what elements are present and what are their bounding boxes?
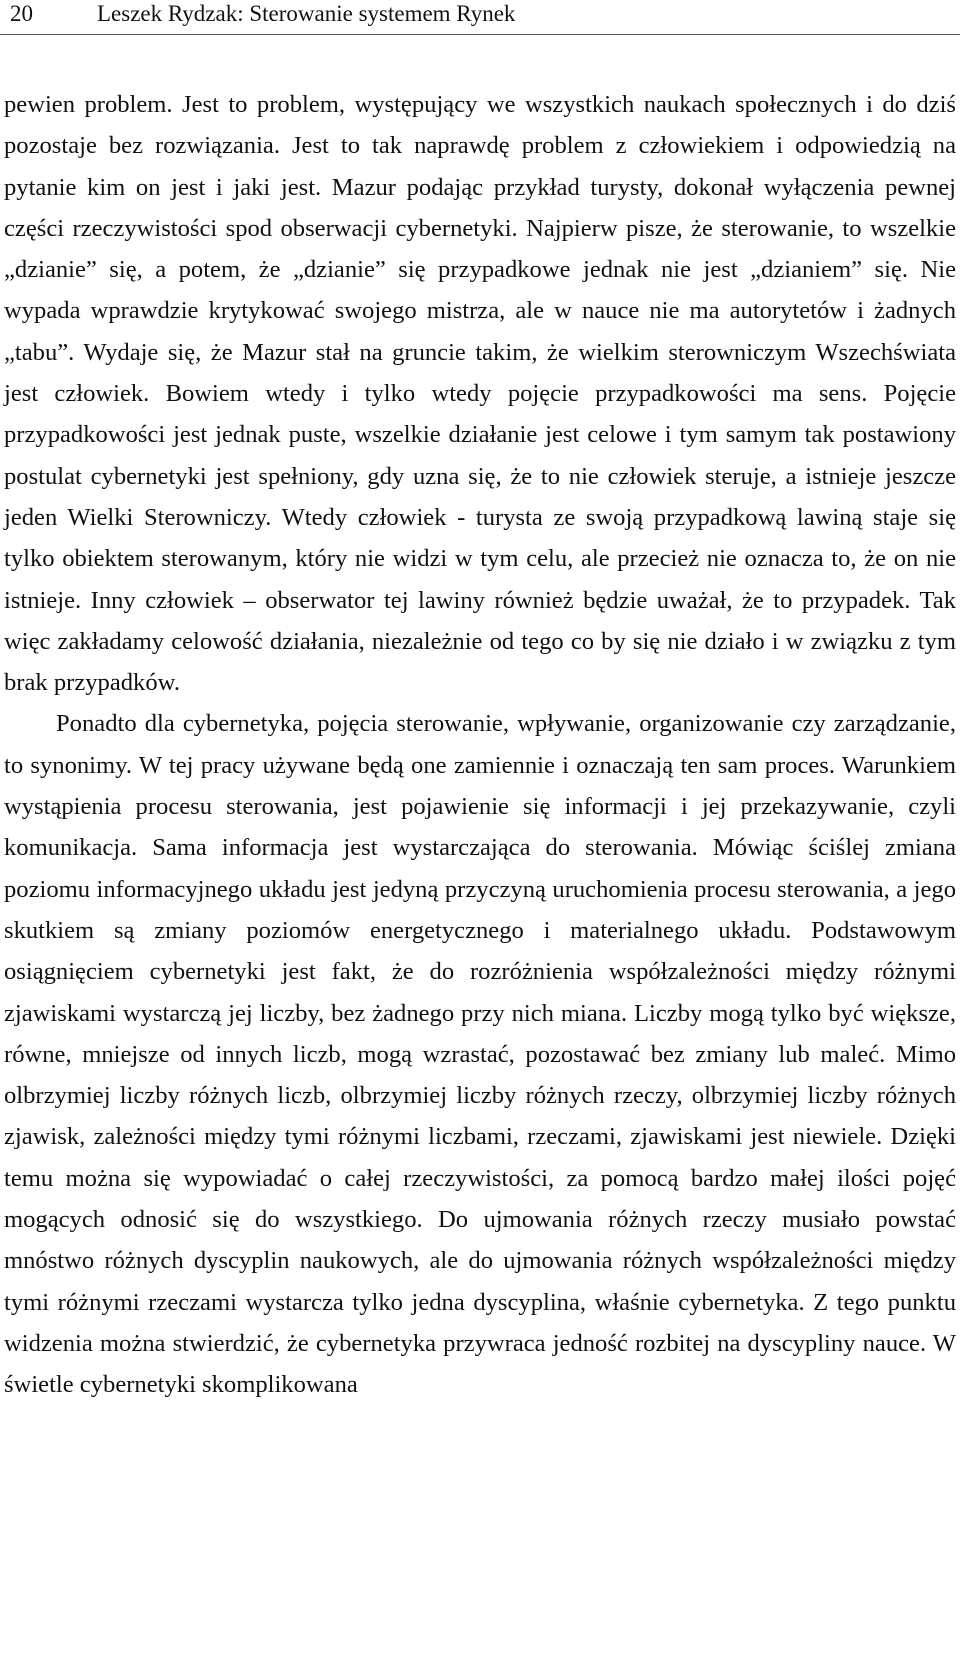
body-text xyxy=(4,84,956,1406)
paragraph-continued: pewien problem. Jest to problem, występujący we wszystkich naukach społecznych i do dziś pozostaje bez rozwiązania. Jest to tak naprawdę problem z człowiekiem i odpowiedzią na pytanie kim on jest i jaki jest. Mazur podając przykład turysty, dokonał wyłączenia pewnej części rzeczywistości spod obserwacji cybernetyki. Najpierw pisze, że sterowanie, to wszelkie „dzianie” się, a potem, że „dzianie” się przypadkowe jednak nie jest „dzianiem” się. Nie wypada wprawdzie krytykować swojego mistrza, ale w nauce nie ma autorytetów i żadnych „tabu”. Wydaje się, że Mazur stał na gruncie takim, że wielkim sterowniczym Wszechświata jest człowiek. Bowiem wtedy i tylko wtedy pojęcie przypadkowości ma sens. Pojęcie przypadkowości jest jednak puste, wszelkie działanie jest celowe i tym samym tak postawiony postulat cybernetyki jest spełniony, gdy uzna się, że to nie człowiek steruje, a istnieje jeszcze jeden Wielki Sterowniczy. Wtedy człowiek - turysta ze swoją przypadkową lawiną staje się tylko obiektem sterowanym, który nie widzi w tym celu, ale przecież nie oznacza to, że on nie istnieje. Inny człowiek – obserwator tej lawiny również będzie uważał, że to przypadek. Tak więc zakładamy celowość działania, niezależnie od tego co by się nie działo i w związku z tym brak przypadków. xyxy=(4,91,956,697)
running-header-title: Leszek Rydzak: Sterowanie systemem Rynek xyxy=(97,1,516,26)
running-header xyxy=(0,0,960,35)
paragraph: Ponadto dla cybernetyka, pojęcia sterowanie, wpływanie, organizowanie czy zarządzanie, to synonimy. W tej pracy używane będą one zamiennie i oznaczają ten sam proces. Warunkiem wystąpienia procesu sterowania, jest pojawienie się informacji i jej przekazywanie, czyli komunikacja. Sama informacja jest wystarczająca do sterowania. Mówiąc ściślej zmiana poziomu informacyjnego układu jest jedyną przyczyną uruchomienia procesu sterowania, a jego skutkiem są zmiany poziomów energetycznego i materialnego układu. Podstawowym osiągnięciem cybernetyki jest fakt, że do rozróżnienia współzależności między różnymi zjawiskami wystarczą jej liczby, bez żadnego przy nich miana. Liczby mogą tylko być większe, równe, mniejsze od innych liczb, mogą wzrastać, pozostawać bez zmiany lub maleć. Mimo olbrzymiej liczby różnych liczb, olbrzymiej liczby różnych rzeczy, olbrzymiej liczby różnych zjawisk, zależności między tymi różnymi liczbami, rzeczami, zjawiskami jest niewiele. Dzięki temu można się wypowiadać o całej rzeczywistości, za pomocą bardzo małej ilości pojęć mogących odnosić się do wszystkiego. Do ujmowania różnych rzeczy musiało powstać mnóstwo różnych dyscyplin naukowych, ale do ujmowania różnych współzależności między tymi różnymi rzeczami wystarcza tylko jedna dyscyplina, właśnie cybernetyka. Z tego punktu widzenia można stwierdzić, że cybernetyka przywraca jedność rozbitej na dyscypliny nauce. W świetle cybernetyki skomplikowana xyxy=(4,710,956,1399)
page-number: 20 xyxy=(10,1,33,26)
